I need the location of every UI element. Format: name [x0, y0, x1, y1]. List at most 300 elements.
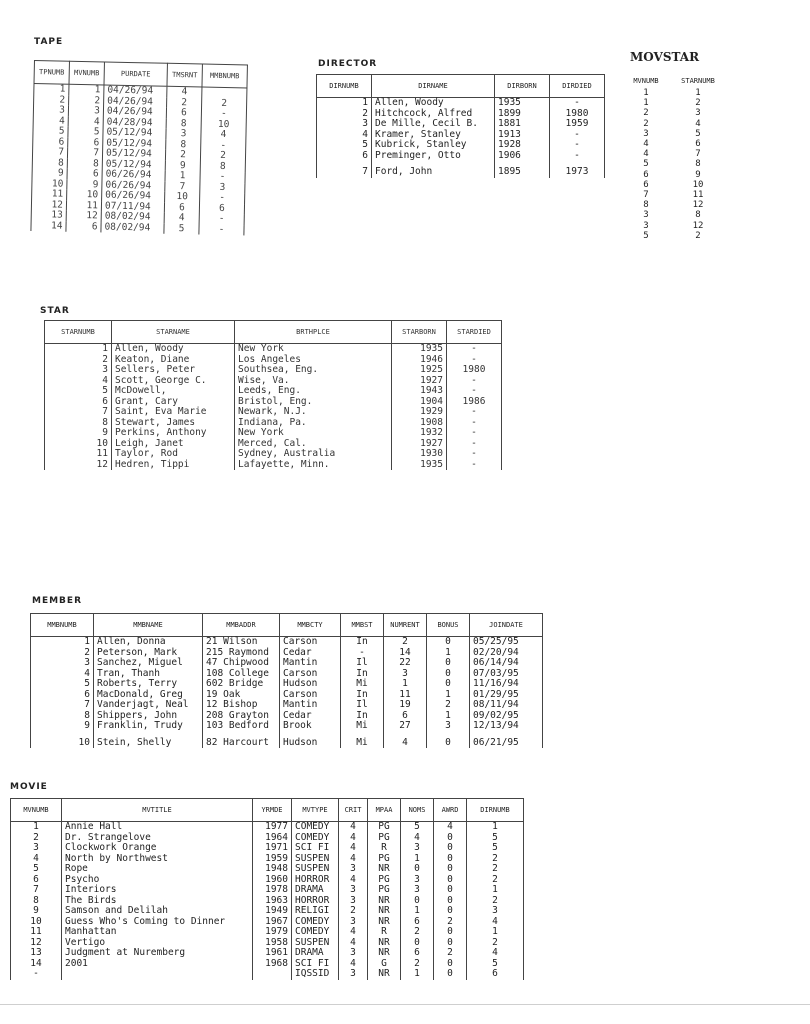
star-cell-brthplce: Lafayette, Minn. — [235, 460, 392, 471]
member-cell-mmbcty: Cedar — [280, 711, 341, 722]
member-cell-mmbcty: Hudson — [280, 732, 341, 749]
tape-cell-tmsrnt: 8 — [166, 118, 201, 129]
movie-cell-mvtype: DRAMA — [292, 885, 339, 896]
movie-row — [11, 822, 524, 833]
tape-cell-purdate: 04/26/94 — [103, 106, 166, 118]
movie-row — [11, 885, 524, 896]
star-header-starborn: STARBORN — [392, 321, 447, 344]
movie-cell-noms: 4 — [401, 833, 434, 844]
movie-cell-yrmde — [253, 969, 292, 980]
member-cell-joindate: 11/16/94 — [470, 679, 543, 690]
movie-cell-crit: 4 — [339, 959, 368, 970]
movstar-row — [624, 210, 728, 220]
member-cell-joindate: 01/29/95 — [470, 690, 543, 701]
movstar-row — [624, 129, 728, 139]
movie-cell-mvnumb: 1 — [11, 822, 62, 833]
movie-cell-dirnumb: 2 — [467, 896, 524, 907]
movie-cell-mpaa: R — [368, 927, 401, 938]
member-cell-joindate: 06/21/95 — [470, 732, 543, 749]
member-cell-joindate: 05/25/95 — [470, 637, 543, 648]
member-cell-mmbst: Mi — [341, 679, 384, 690]
movie-cell-mvnumb: 14 — [11, 959, 62, 970]
movie-cell-awrd: 2 — [434, 948, 467, 959]
movie-cell-mvtitle: The Birds — [62, 896, 253, 907]
member-cell-mmbst: In — [341, 711, 384, 722]
movstar-cell-starnumb: 6 — [695, 139, 701, 150]
movie-cell-yrmde: 1968 — [253, 959, 292, 970]
star-cell-brthplce: Wise, Va. — [235, 376, 392, 387]
movie-cell-mvtitle: Psycho — [62, 875, 253, 886]
member-title: MEMBER — [32, 596, 82, 606]
member-cell-bonus: 0 — [427, 679, 470, 690]
star-cell-starnumb: 9 — [45, 428, 112, 439]
member-cell-mmbnumb: 1 — [31, 637, 94, 648]
star-cell-starnumb: 5 — [45, 386, 112, 397]
star-cell-starname: Sellers, Peter — [112, 365, 235, 376]
tape-cell-mvnumb: 7 — [67, 148, 102, 159]
movie-cell-crit: 4 — [339, 927, 368, 938]
member-cell-mmbaddr: 208 Grayton — [203, 711, 280, 722]
tape-cell-purdate: 04/26/94 — [104, 85, 167, 97]
star-cell-brthplce: Newark, N.J. — [235, 407, 392, 418]
member-cell-mmbst: Il — [341, 700, 384, 711]
star-cell-starborn: 1935 — [392, 344, 447, 355]
movie-cell-mpaa: NR — [368, 896, 401, 907]
member-cell-mmbnumb: 9 — [31, 721, 94, 732]
movie-cell-mvtype: SUSPEN — [292, 938, 339, 949]
movie-cell-mvtitle: Judgment at Nuremberg — [62, 948, 253, 959]
movie-cell-yrmde: 1961 — [253, 948, 292, 959]
movie-cell-awrd: 0 — [434, 938, 467, 949]
member-cell-bonus: 0 — [427, 732, 470, 749]
star-cell-stardied: - — [447, 355, 502, 366]
member-cell-numrent: 27 — [384, 721, 427, 732]
member-cell-bonus: 3 — [427, 721, 470, 732]
movie-cell-dirnumb: 3 — [467, 906, 524, 917]
movie-cell-yrmde: 1979 — [253, 927, 292, 938]
movstar-cell-starnumb: 12 — [692, 200, 704, 211]
movie-cell-mvnumb: 12 — [11, 938, 62, 949]
director-cell-dirdied: - — [550, 151, 605, 162]
movie-row — [11, 864, 524, 875]
tape-header-tpnumb: TPNUMB — [34, 61, 69, 85]
star-cell-starborn: 1904 — [392, 397, 447, 408]
director-cell-dirdied: 1973 — [550, 161, 605, 178]
movie-cell-mvtitle: Clockwork Orange — [62, 843, 253, 854]
movstar-cell-mvnumb: 1 — [643, 98, 649, 109]
director-cell-dirborn: 1935 — [495, 98, 550, 109]
tape-cell-tpnumb: 8 — [32, 157, 67, 168]
movie-cell-noms: 6 — [401, 948, 434, 959]
movie-cell-noms: 0 — [401, 864, 434, 875]
tape-header-mvnumb: MVNUMB — [69, 61, 104, 85]
member-cell-mmbnumb: 5 — [31, 679, 94, 690]
member-cell-joindate: 07/03/95 — [470, 669, 543, 680]
movstar-cell-mvnumb: 2 — [643, 108, 649, 119]
movie-cell-mvnumb: 6 — [11, 875, 62, 886]
member-cell-mmbcty: Mantin — [280, 700, 341, 711]
movie-table — [10, 798, 524, 980]
tape-cell-tmsrnt: 1 — [165, 171, 200, 182]
star-cell-starborn: 1925 — [392, 365, 447, 376]
movstar-row — [624, 149, 728, 159]
movie-cell-crit: 3 — [339, 864, 368, 875]
director-cell-dirname: Kubrick, Stanley — [372, 140, 495, 151]
movstar-cell-starnumb: 8 — [695, 210, 701, 221]
movie-cell-mpaa: NR — [368, 917, 401, 928]
star-cell-brthplce: New York — [235, 428, 392, 439]
director-cell-dirborn: 1899 — [495, 109, 550, 120]
star-cell-starnumb: 11 — [45, 449, 112, 460]
movie-cell-mvtitle: Annie Hall — [62, 822, 253, 833]
member-header-mmbaddr: MMBADDR — [203, 614, 280, 637]
movie-cell-mvtype: COMEDY — [292, 833, 339, 844]
tape-cell-tpnumb: 5 — [33, 126, 68, 137]
member-cell-numrent: 6 — [384, 711, 427, 722]
member-cell-bonus: 2 — [427, 700, 470, 711]
movie-cell-dirnumb: 5 — [467, 843, 524, 854]
movie-cell-noms: 2 — [401, 927, 434, 938]
member-cell-mmbcty: Carson — [280, 690, 341, 701]
star-row — [45, 449, 502, 460]
tape-cell-tpnumb: 10 — [32, 178, 67, 189]
star-cell-starnumb: 3 — [45, 365, 112, 376]
tape-title: TAPE — [34, 37, 64, 47]
member-cell-mmbname: Shippers, John — [94, 711, 203, 722]
star-cell-starnumb: 12 — [45, 460, 112, 471]
star-cell-stardied: - — [447, 344, 502, 355]
director-cell-dirname: Allen, Woody — [372, 98, 495, 109]
movie-cell-mvtitle: Vertigo — [62, 938, 253, 949]
director-title: DIRECTOR — [318, 59, 378, 69]
star-cell-starborn: 1927 — [392, 376, 447, 387]
movie-row — [11, 927, 524, 938]
movie-cell-mvnumb: 4 — [11, 854, 62, 865]
director-cell-dirdied: - — [550, 130, 605, 141]
movie-cell-mvtype: SUSPEN — [292, 854, 339, 865]
movie-cell-awrd: 0 — [434, 885, 467, 896]
movie-cell-mpaa: NR — [368, 969, 401, 980]
member-cell-mmbname: Roberts, Terry — [94, 679, 203, 690]
tape-cell-tpnumb: 12 — [31, 199, 66, 210]
movie-cell-mvnumb: 7 — [11, 885, 62, 896]
director-header-dirnumb: DIRNUMB — [317, 75, 372, 98]
member-cell-mmbnumb: 6 — [31, 690, 94, 701]
member-cell-mmbname: Vanderjagt, Neal — [94, 700, 203, 711]
member-row — [31, 700, 543, 711]
star-cell-starborn: 1932 — [392, 428, 447, 439]
movie-cell-mpaa: NR — [368, 864, 401, 875]
star-cell-starborn: 1908 — [392, 418, 447, 429]
member-cell-mmbname: MacDonald, Greg — [94, 690, 203, 701]
tape-cell-tpnumb: 11 — [32, 189, 67, 200]
movie-cell-noms: 1 — [401, 969, 434, 980]
movstar-cell-mvnumb: 3 — [643, 210, 649, 221]
movie-cell-awrd: 0 — [434, 864, 467, 875]
movie-cell-yrmde: 1958 — [253, 938, 292, 949]
tape-cell-tpnumb: 14 — [31, 220, 66, 231]
tape-cell-tpnumb: 13 — [31, 210, 66, 221]
movie-cell-noms: 1 — [401, 906, 434, 917]
movie-cell-mvnumb: 8 — [11, 896, 62, 907]
star-table — [44, 320, 502, 470]
movstar-cell-mvnumb: 8 — [643, 200, 649, 211]
movie-cell-mpaa: NR — [368, 938, 401, 949]
movie-cell-crit: 4 — [339, 833, 368, 844]
member-cell-bonus: 1 — [427, 690, 470, 701]
star-cell-starname: Taylor, Rod — [112, 449, 235, 460]
movie-cell-yrmde: 1960 — [253, 875, 292, 886]
movie-cell-dirnumb: 2 — [467, 864, 524, 875]
member-cell-mmbname: Allen, Donna — [94, 637, 203, 648]
director-cell-dirnumb: 7 — [317, 161, 372, 178]
movie-cell-dirnumb: 4 — [467, 948, 524, 959]
star-cell-brthplce: Bristol, Eng. — [235, 397, 392, 408]
star-cell-starnumb: 4 — [45, 376, 112, 387]
movie-cell-noms: 3 — [401, 875, 434, 886]
director-cell-dirdied: 1959 — [550, 119, 605, 130]
member-header-joindate: JOINDATE — [470, 614, 543, 637]
member-cell-mmbname: Franklin, Trudy — [94, 721, 203, 732]
tape-cell-tmsrnt: 4 — [167, 86, 202, 98]
star-cell-starnumb: 8 — [45, 418, 112, 429]
movie-cell-awrd: 0 — [434, 906, 467, 917]
tape-cell-tmsrnt: 9 — [165, 160, 200, 171]
movie-cell-mvtitle — [62, 969, 253, 980]
director-header-dirname: DIRNAME — [372, 75, 495, 98]
movie-header-yrmde: YRMDE — [253, 799, 292, 822]
movie-cell-mpaa: PG — [368, 854, 401, 865]
movie-cell-noms: 3 — [401, 843, 434, 854]
movie-cell-yrmde: 1977 — [253, 822, 292, 833]
tape-table — [30, 60, 248, 235]
star-cell-stardied: - — [447, 418, 502, 429]
movie-cell-noms: 0 — [401, 938, 434, 949]
movie-cell-yrmde: 1978 — [253, 885, 292, 896]
star-cell-starname: Scott, George C. — [112, 376, 235, 387]
movie-cell-awrd: 0 — [434, 833, 467, 844]
director-row — [317, 151, 605, 162]
member-cell-mmbst: In — [341, 669, 384, 680]
movie-cell-crit: 3 — [339, 917, 368, 928]
director-cell-dirnumb: 5 — [317, 140, 372, 151]
star-cell-starborn: 1946 — [392, 355, 447, 366]
star-cell-starborn: 1929 — [392, 407, 447, 418]
movstar-cell-starnumb: 10 — [692, 179, 704, 190]
director-cell-dirname: Kramer, Stanley — [372, 130, 495, 141]
movstar-header-mvnumb: MVNUMB — [633, 76, 659, 85]
movie-header-mpaa: MPAA — [368, 799, 401, 822]
tape-cell-tpnumb: 2 — [34, 95, 69, 106]
tape-cell-purdate: 05/12/94 — [102, 159, 165, 171]
movie-row — [11, 969, 524, 980]
member-cell-numrent: 14 — [384, 648, 427, 659]
member-cell-mmbname: Peterson, Mark — [94, 648, 203, 659]
star-cell-starnumb: 7 — [45, 407, 112, 418]
member-cell-mmbaddr: 602 Bridge — [203, 679, 280, 690]
movie-cell-noms: 0 — [401, 896, 434, 907]
movie-cell-noms: 2 — [401, 959, 434, 970]
movstar-row — [624, 119, 728, 129]
director-cell-dirborn: 1895 — [495, 161, 550, 178]
director-cell-dirborn: 1913 — [495, 130, 550, 141]
movie-header-mvnumb: MVNUMB — [11, 799, 62, 822]
movie-row — [11, 906, 524, 917]
star-cell-brthplce: Indiana, Pa. — [235, 418, 392, 429]
movstar-cell-starnumb: 3 — [695, 108, 701, 119]
member-cell-numrent: 1 — [384, 679, 427, 690]
member-cell-mmbaddr: 103 Bedford — [203, 721, 280, 732]
director-table — [316, 74, 605, 178]
tape-cell-purdate: 08/02/94 — [101, 211, 164, 223]
member-cell-mmbaddr: 19 Oak — [203, 690, 280, 701]
movie-cell-dirnumb: 1 — [467, 885, 524, 896]
tape-cell-tmsrnt: 5 — [164, 223, 199, 234]
movie-cell-mvtype: COMEDY — [292, 927, 339, 938]
tape-cell-tmsrnt: 4 — [164, 213, 199, 224]
movie-cell-mvtype: IQSSID — [292, 969, 339, 980]
movie-cell-crit: 3 — [339, 969, 368, 980]
member-cell-mmbname: Stein, Shelly — [94, 732, 203, 749]
member-header-mmbname: MMBNAME — [94, 614, 203, 637]
movie-cell-mvnumb: 9 — [11, 906, 62, 917]
member-row — [31, 732, 543, 749]
movstar-row — [624, 170, 728, 180]
movie-cell-crit: 4 — [339, 938, 368, 949]
tape-cell-tmsrnt: 7 — [165, 181, 200, 192]
star-cell-stardied: - — [447, 407, 502, 418]
movie-cell-mvtitle: Interiors — [62, 885, 253, 896]
member-row — [31, 721, 543, 732]
tape-cell-tmsrnt: 6 — [164, 202, 199, 213]
member-cell-joindate: 08/11/94 — [470, 700, 543, 711]
member-cell-numrent: 11 — [384, 690, 427, 701]
member-cell-mmbnumb: 2 — [31, 648, 94, 659]
member-cell-mmbaddr: 215 Raymond — [203, 648, 280, 659]
director-row — [317, 98, 605, 109]
movie-row — [11, 948, 524, 959]
star-header-starnumb: STARNUMB — [45, 321, 112, 344]
member-cell-mmbcty: Carson — [280, 669, 341, 680]
movie-cell-mvnumb: 3 — [11, 843, 62, 854]
movie-cell-mvtype: HORROR — [292, 896, 339, 907]
tape-cell-mmbnumb: 2 — [202, 98, 247, 109]
movie-cell-noms: 3 — [401, 885, 434, 896]
movstar-cell-mvnumb: 6 — [643, 179, 649, 190]
movie-cell-dirnumb: 5 — [467, 959, 524, 970]
member-cell-bonus: 1 — [427, 711, 470, 722]
movie-cell-crit: 3 — [339, 885, 368, 896]
movie-cell-awrd: 0 — [434, 927, 467, 938]
director-cell-dirdied: - — [550, 140, 605, 151]
movie-cell-mvnumb: - — [11, 969, 62, 980]
movie-cell-mvtype: HORROR — [292, 875, 339, 886]
star-header-stardied: STARDIED — [447, 321, 502, 344]
tape-cell-mmbnumb: 3 — [200, 182, 245, 193]
member-header-numrent: NUMRENT — [384, 614, 427, 637]
movstar-row — [624, 180, 728, 190]
tape-cell-purdate: 06/26/94 — [102, 180, 165, 192]
movie-cell-dirnumb: 2 — [467, 854, 524, 865]
member-cell-mmbnumb: 4 — [31, 669, 94, 680]
movie-cell-mpaa: NR — [368, 948, 401, 959]
movie-header-awrd: AWRD — [434, 799, 467, 822]
member-cell-mmbname: Sanchez, Miguel — [94, 658, 203, 669]
member-header-mmbst: MMBST — [341, 614, 384, 637]
movstar-cell-starnumb: 12 — [692, 220, 704, 231]
star-cell-starnumb: 10 — [45, 439, 112, 450]
movie-cell-mvtitle: Dr. Strangelove — [62, 833, 253, 844]
member-cell-bonus: 1 — [427, 648, 470, 659]
member-cell-numrent: 4 — [384, 732, 427, 749]
movstar-cell-mvnumb: 2 — [643, 118, 649, 129]
movie-cell-mvnumb: 13 — [11, 948, 62, 959]
movie-header-noms: NOMS — [401, 799, 434, 822]
member-table — [30, 613, 543, 748]
movie-cell-mvtitle: North by Northwest — [62, 854, 253, 865]
star-cell-stardied: - — [447, 439, 502, 450]
director-row — [317, 140, 605, 151]
star-cell-starborn: 1943 — [392, 386, 447, 397]
tape-cell-tpnumb: 1 — [34, 84, 69, 96]
star-cell-starborn: 1930 — [392, 449, 447, 460]
tape-cell-mvnumb: 5 — [68, 127, 103, 138]
movstar-cell-mvnumb: 5 — [643, 159, 649, 170]
member-cell-mmbaddr: 12 Bishop — [203, 700, 280, 711]
member-cell-joindate: 06/14/94 — [470, 658, 543, 669]
movie-cell-awrd: 4 — [434, 822, 467, 833]
movie-cell-mpaa: PG — [368, 885, 401, 896]
tape-cell-mmbnumb: - — [200, 193, 245, 204]
star-cell-brthplce: Sydney, Australia — [235, 449, 392, 460]
movstar-cell-starnumb: 2 — [695, 98, 701, 109]
movstar-cell-starnumb: 4 — [695, 118, 701, 129]
star-cell-stardied: - — [447, 428, 502, 439]
movie-cell-awrd: 0 — [434, 896, 467, 907]
tape-cell-mvnumb: 2 — [69, 95, 104, 106]
member-row — [31, 658, 543, 669]
tape-cell-mmbnumb: - — [199, 224, 244, 235]
movie-cell-crit: 3 — [339, 896, 368, 907]
star-row — [45, 407, 502, 418]
member-cell-mmbaddr: 47 Chipwood — [203, 658, 280, 669]
movie-cell-mvnumb: 5 — [11, 864, 62, 875]
star-cell-starname: Leigh, Janet — [112, 439, 235, 450]
star-row — [45, 386, 502, 397]
star-cell-starnumb: 1 — [45, 344, 112, 355]
director-header-dirdied: DIRDIED — [550, 75, 605, 98]
member-cell-mmbaddr: 82 Harcourt — [203, 732, 280, 749]
tape-cell-mvnumb: 10 — [67, 190, 102, 201]
movie-cell-mvtype: SCI FI — [292, 959, 339, 970]
tape-cell-tmsrnt: 3 — [166, 129, 201, 140]
star-cell-stardied: 1986 — [447, 397, 502, 408]
member-cell-numrent: 19 — [384, 700, 427, 711]
member-cell-mmbst: Il — [341, 658, 384, 669]
member-cell-mmbcty: Carson — [280, 637, 341, 648]
movie-cell-yrmde: 1959 — [253, 854, 292, 865]
movie-cell-mvnumb: 2 — [11, 833, 62, 844]
movie-cell-mvtitle: 2001 — [62, 959, 253, 970]
star-cell-starname: Keaton, Diane — [112, 355, 235, 366]
movie-cell-mvtype: RELIGI — [292, 906, 339, 917]
tape-cell-purdate: 05/12/94 — [103, 127, 166, 139]
tape-cell-tmsrnt: 2 — [165, 150, 200, 161]
movie-cell-awrd: 2 — [434, 917, 467, 928]
movie-cell-awrd: 0 — [434, 843, 467, 854]
movie-header-mvtitle: MVTITLE — [62, 799, 253, 822]
tape-header-mmbnumb: MMBNUMB — [202, 64, 247, 88]
